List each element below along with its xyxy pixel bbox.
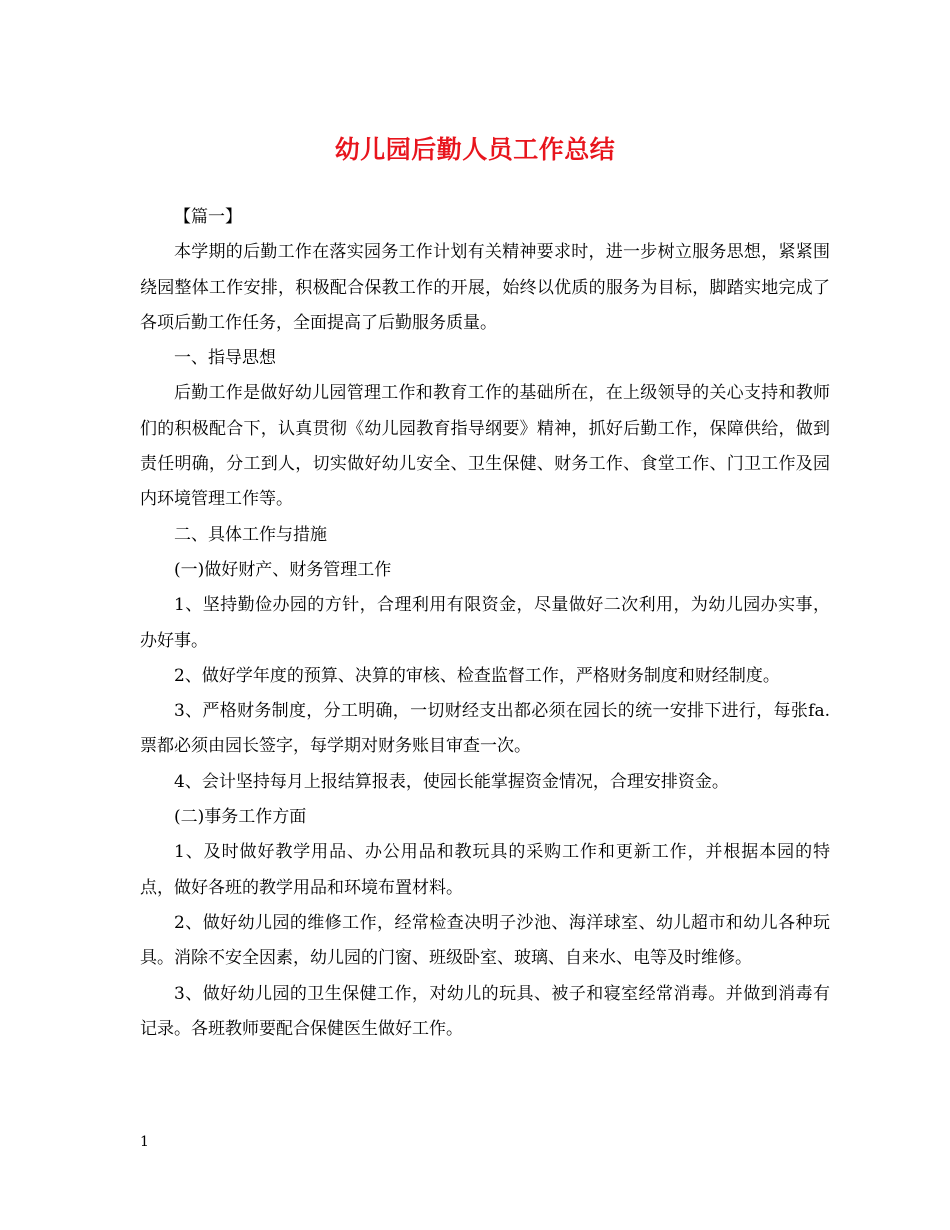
paragraph: 1、坚持勤俭办园的方针，合理利用有限资金，尽量做好二次利用，为幼儿园办实事，办好事。 xyxy=(140,595,830,651)
section-heading: 二、具体工作与措施 xyxy=(174,524,327,545)
paragraph: 后勤工作是做好幼儿园管理工作和教育工作的基础所在，在上级领导的关心支持和教师们的积极配合下，认真贯彻《幼儿园教育指导纲要》精神，抓好后勤工作，保障供给，做到责任明确，分工到人，切实做好幼儿安全、卫生保健、财务工作、食堂工作、门卫工作及园内环境管理工作等。 xyxy=(140,383,830,510)
document-body xyxy=(140,200,830,1047)
paragraph: 3、严格财务制度，分工明确，一切财经支出都必须在园长的统一安排下进行，每张fa.票都必须由园长签字，每学期对财务账目审查一次。 xyxy=(140,701,830,757)
paragraph: 3、做好幼儿园的卫生保健工作，对幼儿的玩具、被子和寝室经常消毒。并做到消毒有记录。各班教师要配合保健医生做好工作。 xyxy=(140,983,830,1039)
page-number: 1 xyxy=(140,1134,149,1150)
paragraph: 2、做好学年度的预算、决算的审核、检查监督工作，严格财务制度和财经制度。 xyxy=(174,665,780,686)
paragraph: 本学期的后勤工作在落实园务工作计划有关精神要求时，进一步树立服务思想，紧紧围绕园整体工作安排，积极配合保教工作的开展，始终以优质的服务为目标，脚踏实地完成了各项后勤工作任务，全面提高了后勤服务质量。 xyxy=(140,242,830,333)
document-title: 幼儿园后勤人员工作总结 xyxy=(334,135,616,164)
section-label: 【篇一】 xyxy=(174,207,242,227)
paragraph: 4、会计坚持每月上报结算报表，使园长能掌握资金情况，合理安排资金。 xyxy=(174,771,729,792)
paragraph: 1、及时做好教学用品、办公用品和教玩具的采购工作和更新工作，并根据本园的特点，做好各班的教学用品和环境布置材料。 xyxy=(140,842,830,898)
subsection-heading: (一)做好财产、财务管理工作 xyxy=(174,559,392,580)
subsection-heading: (二)事务工作方面 xyxy=(174,807,307,828)
section-heading: 一、指导思想 xyxy=(174,348,276,369)
paragraph: 2、做好幼儿园的维修工作，经常检查决明子沙池、海洋球室、幼儿超市和幼儿各种玩具。消除不安全因素，幼儿园的门窗、班级卧室、玻璃、自来水、电等及时维修。 xyxy=(140,912,830,969)
